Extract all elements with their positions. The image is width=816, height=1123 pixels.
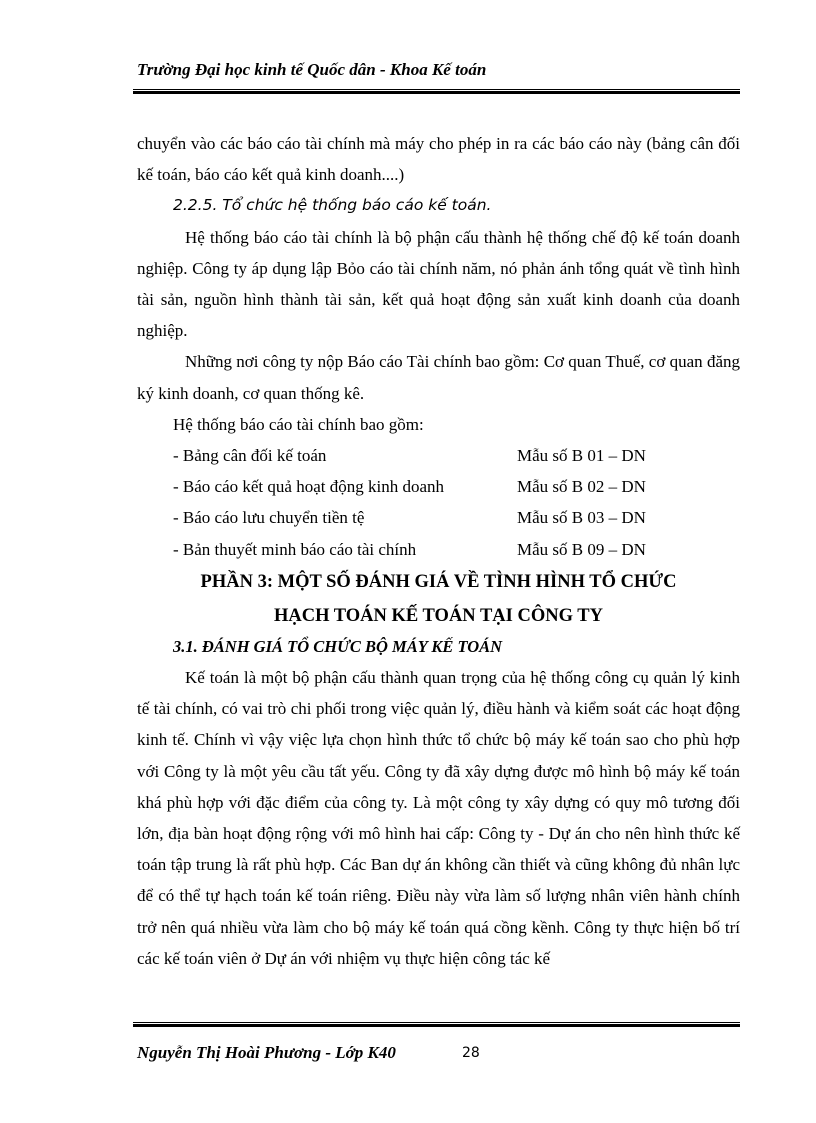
part-title bbox=[137, 567, 740, 631]
footer-rule bbox=[133, 1022, 740, 1027]
footer-author: Nguyễn Thị Hoài Phương - Lớp K40 bbox=[137, 1043, 396, 1062]
list-item bbox=[137, 440, 740, 471]
list-item bbox=[137, 471, 740, 502]
report-form-code: Mẫu số B 03 – DN bbox=[517, 508, 646, 528]
report-list bbox=[137, 440, 740, 565]
report-form-code: Mẫu số B 09 – DN bbox=[517, 539, 646, 559]
paragraph-evaluation: Kế toán là một bộ phận cấu thành quan trọng của hệ thống công cụ quản lý kinh tế tài chính, có vai trò chi phối trong việc quản lý, điều hành và kiểm soát các hoạt động kinh tế. Chính vì vậy việc lựa chọn hình thức tổ chức bộ máy kế toán sao cho phù hợp với Công ty là một yêu cầu tất yếu. Công ty đã xây dựng được mô hình bộ máy kế toán khá phù hợp với đặc điểm của công ty. Là một công ty xây dựng có quy mô tương đối lớn, địa bàn hoạt động rộng với mô hình hai cấp: Công ty - Dự án cho nên hình thức kế toán tập trung là rất phù hợp. Các Ban dự án không cần thiết và cũng không đủ nhân lực để có thể tự hạch toán kế toán riêng. Điều này vừa làm số lượng nhân viên hành chính trở nên quá nhiều vừa làm cho bộ máy kế toán quá cồng kềnh. Công ty thực hiện bố trí các kế toán viên ở Dự án với nhiệm vụ thực hiện công tác kế bbox=[137, 668, 740, 968]
paragraph-list-intro: Hệ thống báo cáo tài chính bao gồm: bbox=[173, 414, 424, 434]
subsection-heading: 2.2.5. Tổ chức hệ thống báo cáo kế toán. bbox=[173, 196, 492, 215]
part-title-line-1: PHẦN 3: MỘT SỐ ĐÁNH GIÁ VỀ TÌNH HÌNH TỔ CHỨC bbox=[200, 571, 677, 592]
report-form-code: Mẫu số B 01 – DN bbox=[517, 446, 646, 466]
header-rule bbox=[133, 89, 740, 94]
report-name: - Bản thuyết minh báo cáo tài chính bbox=[173, 539, 417, 559]
report-name: - Bảng cân đối kế toán bbox=[173, 446, 327, 466]
paragraph-continued: chuyển vào các báo cáo tài chính mà máy cho phép in ra các báo cáo này (bảng cân đối kế toán, báo cáo kết quả kinh doanh....) bbox=[137, 134, 740, 185]
list-item bbox=[137, 502, 740, 533]
part-title-line-2: HẠCH TOÁN KẾ TOÁN TẠI CÔNG TY bbox=[274, 605, 603, 626]
paragraph-report-system: Hệ thống báo cáo tài chính là bộ phận cấu thành hệ thống chế độ kế toán doanh nghiệp. Công ty áp dụng lập Bỏo cáo tài chính năm, nó phản ánh tổng quát về tình hình tài sản, nguồn hình thành tài sản, kết quả hoạt động sản xuất kinh doanh của doanh nghiệp. bbox=[137, 227, 740, 341]
page-number: 28 bbox=[462, 1045, 480, 1061]
section-heading: 3.1. ĐÁNH GIÁ TỔ CHỨC BỘ MÁY KẾ TOÁN bbox=[173, 636, 503, 656]
report-name: - Báo cáo kết quả hoạt động kinh doanh bbox=[173, 477, 444, 497]
page-body bbox=[137, 128, 740, 974]
header-title: Trường Đại học kinh tế Quốc dân - Khoa Kế toán bbox=[137, 60, 487, 79]
paragraph-submission: Những nơi công ty nộp Báo cáo Tài chính bao gồm: Cơ quan Thuế, cơ quan đăng ký kinh doanh, cơ quan thống kê. bbox=[137, 352, 740, 403]
list-item bbox=[137, 534, 740, 565]
report-name: - Báo cáo lưu chuyển tiền tệ bbox=[173, 508, 365, 528]
report-form-code: Mẫu số B 02 – DN bbox=[517, 477, 646, 497]
